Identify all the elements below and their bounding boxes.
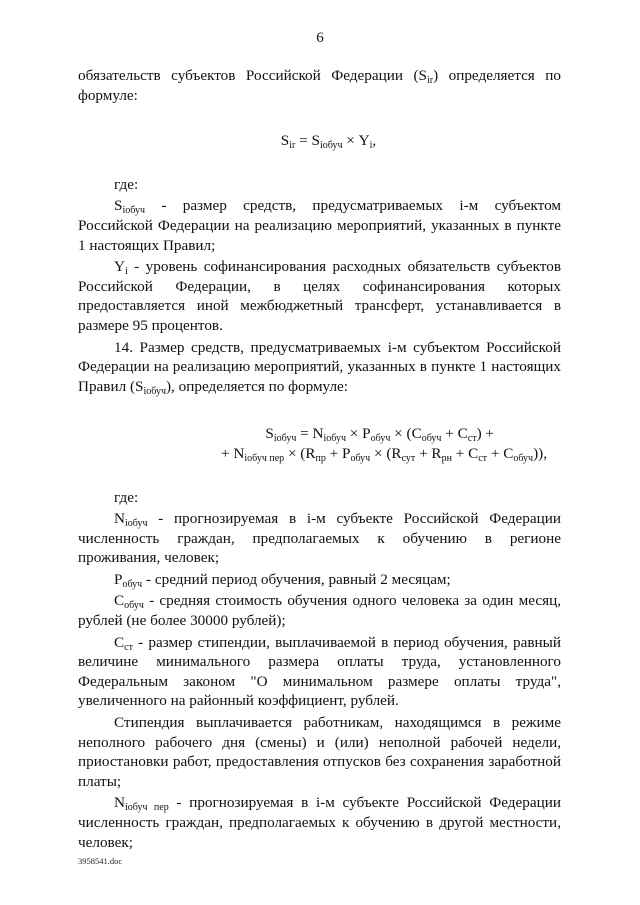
definition-c-st: $C_{ст}$ - размер стипендии, выплачиваемой в период обучения, равный величине минимального размера оплаты труда, установленного Федеральным законом "О минимальном размере оплаты труда", увеличенного на районный коэффициент, рублей. — [78, 633, 561, 710]
formula-sir: $S_{ir} = S_{iобуч} \times Y_i$, — [280, 132, 377, 152]
paragraph-stipend: Стипендия выплачивается работникам, находящимся в режиме неполного рабочего дня (смены) и (или) неполной рабочей недели, приостановки работ, предоставления отпусков без сохранения заработной платы; — [78, 714, 561, 790]
definition-n-iobuch: $N_{iобуч}$ - прогнозируемая в i-м субъекте Российской Федерации численность граждан, предполагаемых к обучению в регионе проживания, человек; — [78, 510, 561, 567]
paragraph-formula-intro: обязательств субъектов Российской Федерации $(S_{ir})$ определяется по формуле: — [78, 67, 561, 104]
formula-s-iobuch — [78, 424, 561, 463]
where-label-2: где: — [114, 488, 139, 506]
formula-line-2: + $N_{iобуч пер} \times (R_{пр} + P_{обуч} \times (R_{сут} + R_{рн} + C_{ст} + C_{обуч}))$, — [220, 444, 547, 464]
definition-n-iobuch-per: $N_{iобуч пер}$ - прогнозируемая в i-м субъекте Российской Федерации численность граждан, предполагаемых к обучению в другой местности, человек; — [78, 794, 561, 851]
paragraph-14: 14. Размер средств, предусматриваемых i-м субъектом Российской Федерации на реализацию мероприятий, указанных в пункте 1 настоящих Правил $(S_{iобуч})$, определяется по формуле: — [78, 338, 561, 397]
formula-line-1: $S_{iобуч} = N_{iобуч} \times P_{обуч} \times (C_{обуч} + C_{ст})$ + — [265, 425, 494, 445]
definition-y-i: $Y_i$ - уровень софинансирования расходных обязательств субъектов Российской Федерации, в целях софинансирования которых предоставляется иной межбюджетный трансферт, устанавливается в размере 95 процентов. — [78, 258, 561, 334]
definition-s-iobuch: $S_{iобуч}$ - размер средств, предусматриваемых i-м субъектом Российской Федерации на реализацию мероприятий, указанных в пункте 1 настоящих Правил; — [78, 197, 561, 254]
document-filename: 3958541.doc — [78, 856, 123, 866]
definition-p-obuch: $P_{обуч}$ - средний период обучения, равный 2 месяцам; — [114, 570, 451, 590]
where-label: где: — [114, 175, 139, 193]
page-number: 6 — [316, 30, 324, 46]
document-body — [78, 66, 561, 852]
definition-c-obuch: $C_{обуч}$ - средняя стоимость обучения одного человека за один месяц, рублей (не более 30000 рублей); — [78, 592, 561, 630]
